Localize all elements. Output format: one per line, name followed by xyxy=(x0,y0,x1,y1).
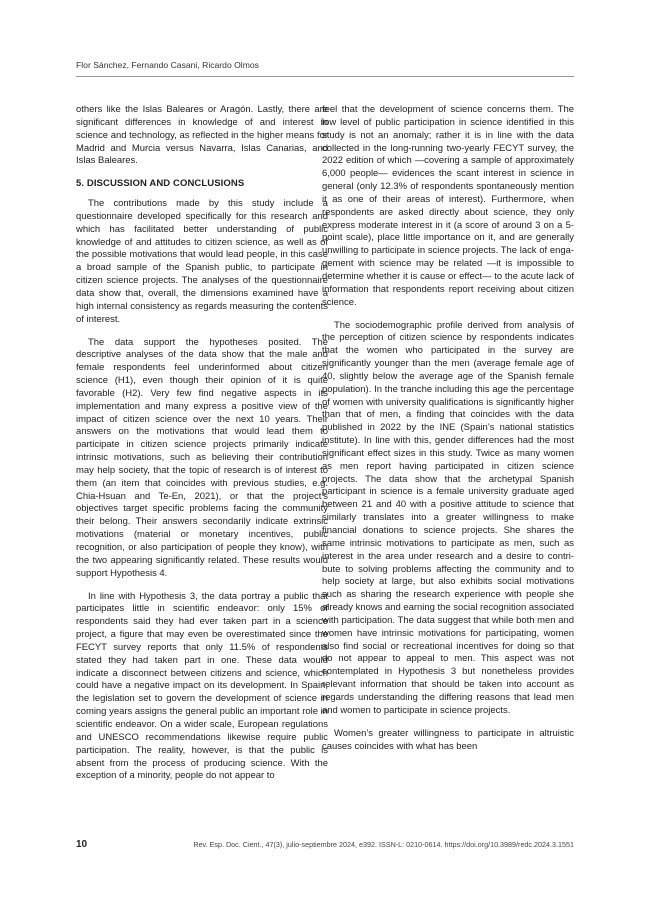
body-paragraph: In line with Hypothesis 3, the data portray a public that participates little in scientific endeavor: only 15% of respondents said they had ever taken part in a science project, a figure that may even be overestimated since the FECYT survey reports that only 11.5% of respondents stated they had taken part in one. These data would indicate a disconnect between citizens and science, which could have a negative impact on its development. In Spain, the legislation set to govern the development of science in coming years assigns the general public an important role in scientific endeavor. On a wider scale, European regulations and UNESCO recommendations likewise require public participation. The reality, however, is that the public is absent from the process of producing science. With the exception of a minority, people do not appear to xyxy=(76,590,328,782)
body-paragraph: others like the Islas Baleares or Aragón. Lastly, there are significant differences in knowledge of and interest in science and technology, as reflected in the higher means for Madrid and Murcia versus Navarra, Islas Canarias, and Islas Baleares. xyxy=(76,104,328,167)
journal-citation: Rev. Esp. Doc. Cient., 47(3), julio-septiembre 2024, e392. ISSN-L: 0210-0614. https://doi.org/10.3989/redc.2024.3.1551 xyxy=(193,840,574,849)
body-paragraph: The sociodemographic profile derived from analysis of the perception of citizen science by respondents indicates that the women who participated in the survey are significantly younger than the men (average female age of 40, slightly below the average age of the Spanish female population). In the tranche including this age the percentage of women with university qualifications is significantly higher than that of men, a finding that coincides with the data published in 2022 by the INE (Spain’s national statistics institute). In line with this, gender differences had the most significant effect sizes in this study. Twice as many women as men report having participated in citizen science projects. The data show that the archetypal Spanish participant in science is a female university graduate aged between 21 and 40 with a positive attitude to science that similarly translates into a greater willingness to make financial donations to science projects. She shares the same intrinsic motivations to participate as men, such as interest in the area under research and a desire to contribute to solving problems affecting the community and to help society at large, but also exhibits social motivations such as sharing the research experience with people she already knows and earning the social recognition associated with participation. The data suggest that while both men and women have intrinsic motivations for participating, women also find social or recreational incentives for doing so that do not appear to appeal to men. This aspect was not contemplated in Hypothesis 3 but nonetheless provides relevant information that should be taken into account as regards understanding the differing reasons that lead men and women to participate in science projects. xyxy=(322,319,574,716)
body-paragraph: feel that the development of science concerns them. The low level of public participation in science identified in this study is not an anomaly; rather it is in line with the data collected in the long-running two-yearly FECYT survey, the 2022 edition of which —covering a sample of approximately 6,000 people— evidences the scant interest in science in general (only 12.3% of respondents spontaneously mention it as one of their areas of interest). Furthermore, when respondents are asked directly about science, they only express moderate interest in it (a score of around 3 on a 5-point scale), place little importance on it, and are generally unwilling to participate in science projects. The lack of engagement with science may be related —it is impossible to determine whether it is cause or effect— to the acute lack of information that respondents report receiving about citizen science. xyxy=(322,104,574,308)
body-paragraph: Women’s greater willingness to participate in altruistic causes coincides with what has been xyxy=(322,727,574,752)
right-column xyxy=(322,104,574,763)
body-paragraph: The data support the hypotheses posited. The descriptive analyses of the data show that the male and female respondents feel underinformed about citizen science (H1), even though their opinion of it is quite favorable (H2). Very few find negative aspects in its implementation and many express a positive view of the impact of citizen science over the next 10 years. Their answers on the motivations that would lead them to participate in citizen science projects primarily indicate intrinsic motivations, such as believing their contribution may help society, that the topic of research is of interest to them (an item that coincides with previous studies, e.g. Chia-Hsuan and Te-En, 2021), or that the project’s objectives target specific problems facing the community their belong. Their answers secondarily indicate extrinsic motivations (material or monetary incentives, public recognition, or also participation of people they know), with the two appearing significantly related. These results would support Hypothesis 4. xyxy=(76,336,328,579)
body-paragraph: The contributions made by this study include a questionnaire developed specifically for this research and which has facilitated better understanding of public knowledge of and attitudes to citizen science, as well as of the possible motivations that would lead people, in this case a broad sample of the Spanish public, to participate in citizen science projects. The analyses of the questionnaire data show that, overall, the dimensions examined have a high internal consistency as regards measuring the contents of interest. xyxy=(76,198,328,325)
header-rule xyxy=(76,76,574,77)
left-column xyxy=(76,104,328,793)
page-number: 10 xyxy=(76,839,88,850)
running-head-authors: Flor Sánchez, Fernando Casani, Ricardo Olmos xyxy=(76,60,259,70)
section-heading: 5. DISCUSSION AND CONCLUSIONS xyxy=(76,178,245,190)
